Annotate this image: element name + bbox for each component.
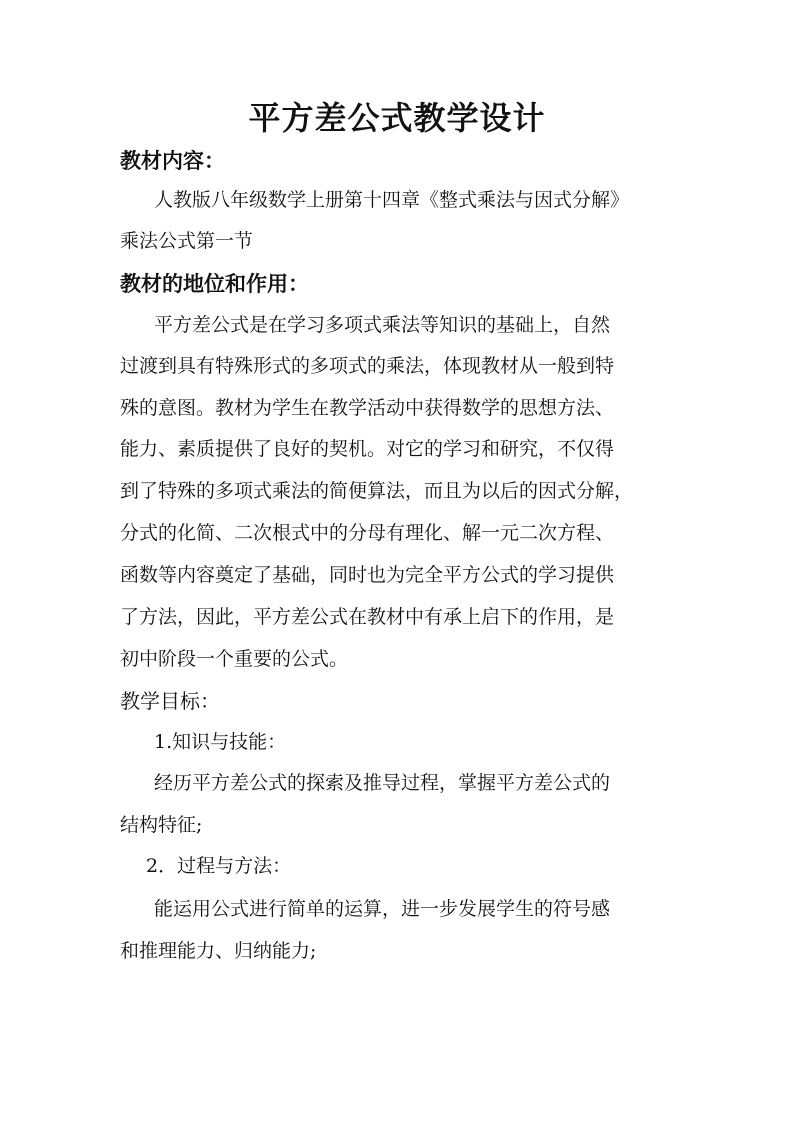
section-heading-content: 教材内容： [120,148,225,173]
paragraph-line: 过渡到具有特殊形式的多项式的乘法，体现教材从一般到特 [120,355,615,377]
section-heading-objectives: 教学目标： [120,689,220,713]
paragraph-line: 了方法，因此，平方差公式在教材中有承上启下的作用，是 [120,606,615,628]
paragraph-line: 函数等内容奠定了基础，同时也为完全平方公式的学习提供 [120,564,615,586]
paragraph-line: 经历平方差公式的探索及推导过程，掌握平方差公式的 [154,772,611,794]
paragraph-line: 和推理能力、归纳能力; [120,940,317,962]
paragraph-line: 殊的意图。教材为学生在教学活动中获得数学的思想方法、 [120,397,615,419]
paragraph-line: 到了特殊的多项式乘法的简便算法，而且为以后的因式分解， [120,480,634,502]
paragraph-line: 平方差公式是在学习多项式乘法等知识的基础上，自然 [154,314,611,336]
paragraph-line: 初中阶段一个重要的公式。 [120,648,349,670]
paragraph-line: 能运用公式进行简单的运算，进一步发展学生的符号感 [154,898,611,920]
paragraph-line: 分式的化简、二次根式中的分母有理化、解一元二次方程、 [120,522,615,544]
section-heading-role: 教材的地位和作用： [120,271,309,296]
paragraph-line: 结构特征; [120,814,203,836]
page-title: 平方差公式教学设计 [248,99,546,137]
objective-label: 2．过程与方法： [146,855,292,877]
paragraph-line: 能力、素质提供了良好的契机。对它的学习和研究，不仅得 [120,438,615,460]
paragraph-line: 乘法公式第一节 [120,230,254,252]
objective-label: 1.知识与技能： [154,731,287,753]
paragraph-line: 人教版八年级数学上册第十四章《整式乘法与因式分解》 [154,189,630,211]
